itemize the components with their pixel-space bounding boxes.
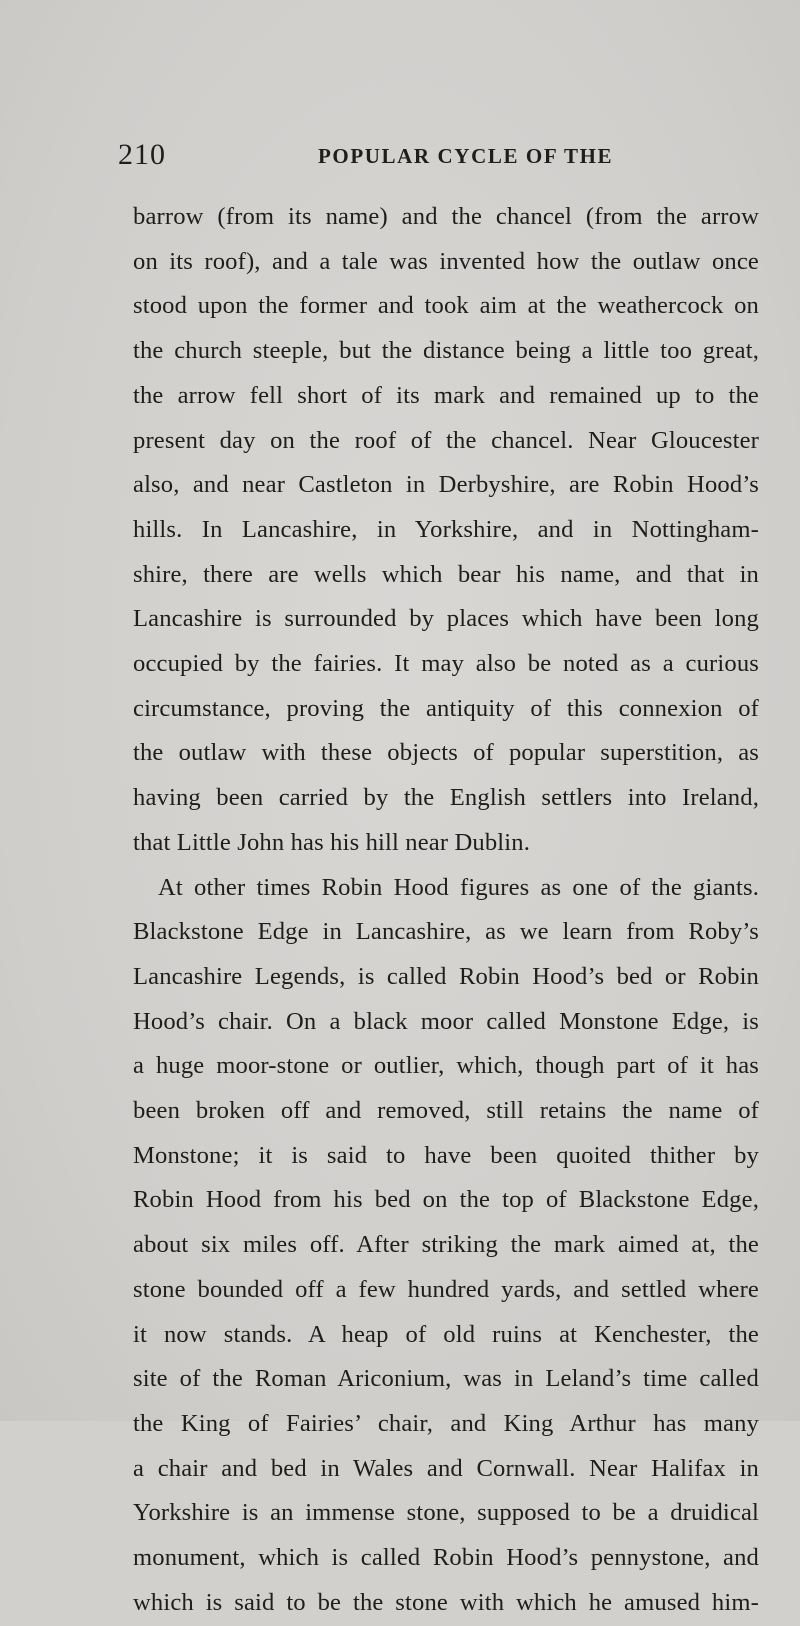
text-line: the arrow fell short of its mark and remained up to the (133, 381, 759, 409)
text-line: barrow (from its name) and the chancel (from the arrow (133, 203, 759, 230)
text-line: present day on the roof of the chancel. Near Gloucester (133, 426, 759, 454)
text-line: circumstance, proving the antiquity of this connexion of (133, 694, 759, 722)
running-head: POPULAR CYCLE OF THE (318, 144, 614, 168)
text-line: which is said to be the stone with which he amused him- (133, 1588, 759, 1616)
text-line: occupied by the fairies. It may also be noted as a curious (133, 650, 759, 678)
text-line: a chair and bed in Wales and Cornwall. Near Halifax in (133, 1454, 759, 1482)
text-line: having been carried by the English settlers into Ireland, (133, 784, 759, 812)
text-line: At other times Robin Hood figures as one of the giants. (158, 873, 759, 901)
text-line: a huge moor-stone or outlier, which, though part of it has (133, 1052, 759, 1080)
text-line: Yorkshire is an immense stone, supposed to be a druidical (133, 1499, 759, 1527)
text-line: on its roof), and a tale was invented how the outlaw once (133, 247, 759, 275)
page-number: 210 (118, 138, 166, 171)
text-line: site of the Roman Ariconium, was in Leland’s time called (133, 1365, 759, 1393)
text-line: Lancashire is surrounded by places which have been long (133, 605, 759, 633)
text-line: that Little John has his hill near Dublin. (133, 828, 531, 856)
text-line: been broken off and removed, still retains the name of (133, 1097, 759, 1125)
text-line: monument, which is called Robin Hood’s pennystone, and (133, 1544, 759, 1572)
page-header (0, 138, 800, 178)
text-line: the King of Fairies’ chair, and King Arthur has many (133, 1409, 759, 1437)
text-line: stone bounded off a few hundred yards, and settled where (133, 1275, 759, 1303)
text-line: it now stands. A heap of old ruins at Kenchester, the (133, 1320, 759, 1348)
body-text (133, 195, 759, 1626)
text-line: Lancashire Legends, is called Robin Hood’s bed or Robin (133, 962, 759, 990)
text-line: shire, there are wells which bear his name, and that in (133, 560, 759, 588)
text-line: about six miles off. After striking the mark aimed at, the (133, 1231, 759, 1259)
text-line: hills. In Lancashire, in Yorkshire, and in Nottingham- (133, 515, 759, 543)
text-line: the church steeple, but the distance being a little too great, (133, 337, 759, 365)
text-line: also, and near Castleton in Derbyshire, are Robin Hood’s (133, 471, 759, 499)
text-line: Robin Hood from his bed on the top of Blackstone Edge, (133, 1186, 759, 1214)
text-line: Monstone; it is said to have been quoited thither by (133, 1141, 759, 1169)
text-line: the outlaw with these objects of popular superstition, as (133, 739, 759, 767)
text-line: stood upon the former and took aim at the weathercock on (133, 292, 759, 320)
text-line: Hood’s chair. On a black moor called Monstone Edge, is (133, 1007, 759, 1035)
text-line: Blackstone Edge in Lancashire, as we learn from Roby’s (133, 918, 759, 946)
